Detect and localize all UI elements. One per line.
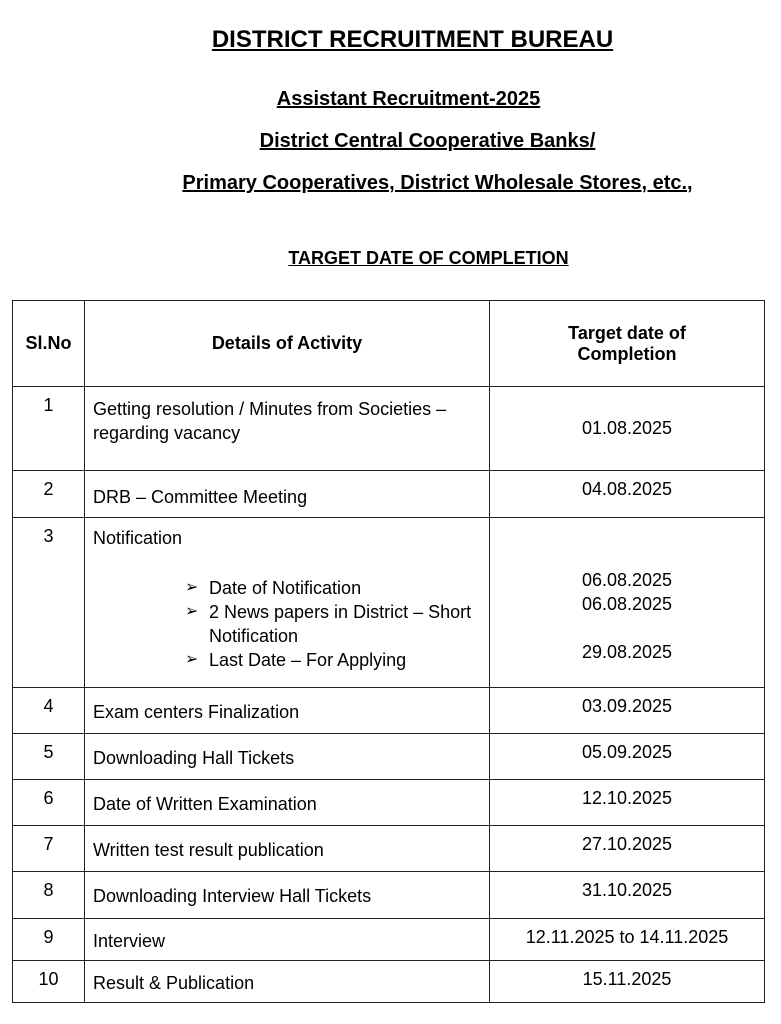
row-date: 03.09.2025 — [490, 688, 765, 734]
table-row — [13, 826, 765, 872]
row-number: 4 — [13, 688, 85, 734]
row-activity: Interview — [85, 919, 490, 961]
notification-label: Notification — [93, 528, 183, 548]
row-date: 31.10.2025 — [490, 872, 765, 919]
table-row — [13, 734, 765, 780]
section-heading: TARGET DATE OF COMPLETION — [288, 248, 569, 268]
row-number: 10 — [13, 961, 85, 1003]
table-row — [13, 961, 765, 1003]
row-number: 3 — [13, 518, 85, 688]
row-date: 01.08.2025 — [490, 387, 765, 471]
subtitle-line-2: Primary Cooperatives, District Wholesale Stores, etc., — [182, 172, 693, 194]
col-header-activity: Details of Activity — [85, 301, 490, 387]
table-header-row — [13, 301, 765, 387]
row-activity: Getting resolution / Minutes from Societies –regarding vacancy — [85, 387, 490, 471]
arrow-bullet-icon: ➢ — [185, 603, 199, 620]
row-activity: Result & Publication — [85, 961, 490, 1003]
table-row — [13, 780, 765, 826]
row-activity: Downloading Interview Hall Tickets — [85, 872, 490, 919]
row-number: 6 — [13, 780, 85, 826]
list-item: ➢ 2 News papers in District – Short Notification — [185, 602, 472, 646]
list-item: ➢ Last Date – For Applying — [185, 650, 407, 670]
table-row — [13, 387, 765, 471]
col-header-slno: Sl.No — [13, 301, 85, 387]
schedule-table — [12, 300, 765, 1003]
table-row — [13, 471, 765, 518]
row-date: 04.08.2025 — [490, 471, 765, 518]
table-row — [13, 518, 765, 688]
subitem-date: 29.08.2025 — [581, 642, 673, 662]
row-date: 27.10.2025 — [490, 826, 765, 872]
row-number: 5 — [13, 734, 85, 780]
list-item: ➢ Date of Notification — [185, 578, 362, 598]
row-activity: Exam centers Finalization — [85, 688, 490, 734]
recruitment-title: Assistant Recruitment-2025 — [276, 88, 541, 110]
row-number: 2 — [13, 471, 85, 518]
row-number: 7 — [13, 826, 85, 872]
row-date — [490, 518, 765, 688]
row-date: 05.09.2025 — [490, 734, 765, 780]
arrow-bullet-icon: ➢ — [185, 651, 199, 668]
row-number: 9 — [13, 919, 85, 961]
row-number: 1 — [13, 387, 85, 471]
row-date: 12.10.2025 — [490, 780, 765, 826]
subitem-date: 06.08.2025 — [581, 594, 673, 614]
subtitle-line-1: District Central Cooperative Banks/ — [259, 130, 596, 152]
row-activity: Downloading Hall Tickets — [85, 734, 490, 780]
row-activity — [85, 518, 490, 688]
row-activity: DRB – Committee Meeting — [85, 471, 490, 518]
row-number: 8 — [13, 872, 85, 919]
table-row — [13, 872, 765, 919]
col-header-date: Target date of Completion — [490, 301, 765, 387]
row-activity: Written test result publication — [85, 826, 490, 872]
row-date: 15.11.2025 — [490, 961, 765, 1003]
notification-subitems — [93, 576, 489, 672]
row-date: 12.11.2025 to 14.11.2025 — [490, 919, 765, 961]
arrow-bullet-icon: ➢ — [185, 579, 199, 596]
table-row — [13, 919, 765, 961]
org-title: DISTRICT RECRUITMENT BUREAU — [211, 26, 614, 53]
table-row — [13, 688, 765, 734]
subitem-date: 06.08.2025 — [581, 570, 673, 590]
row-activity: Date of Written Examination — [85, 780, 490, 826]
